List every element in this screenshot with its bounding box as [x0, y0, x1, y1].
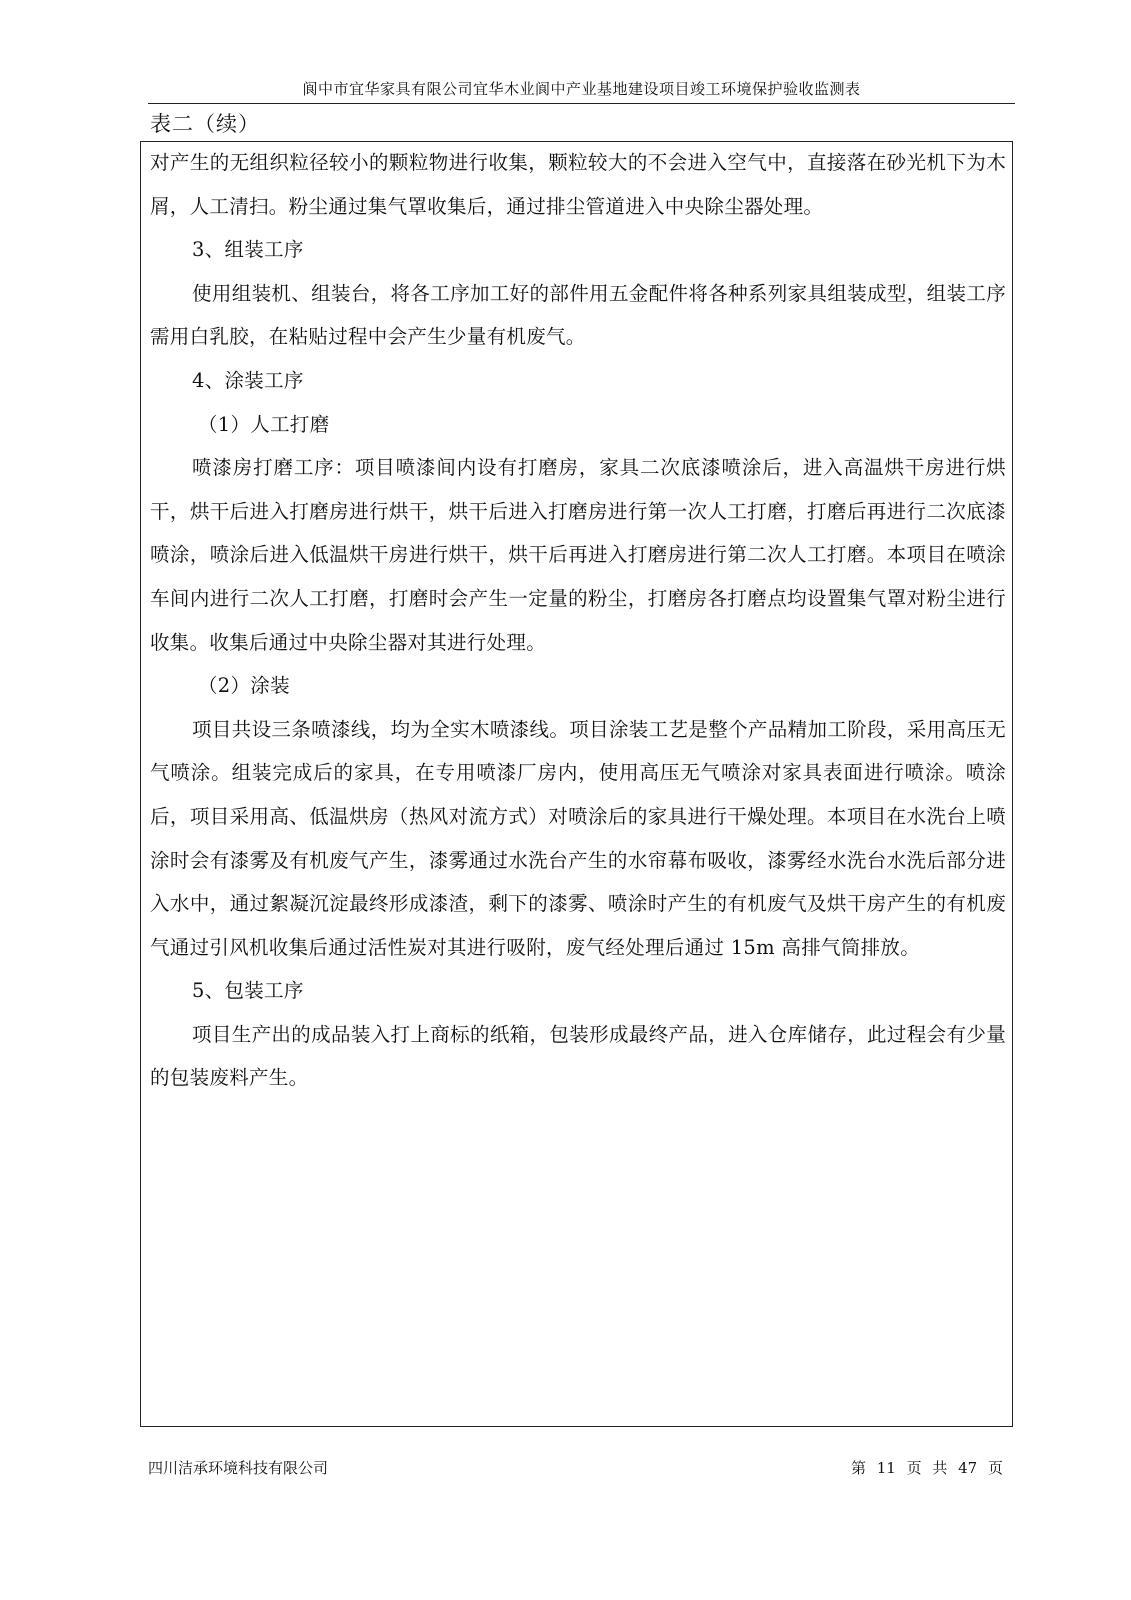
header-rule — [148, 103, 1015, 104]
content-body — [150, 141, 1006, 1100]
paragraph: 项目生产出的成品装入打上商标的纸箱，包装形成最终产品，进入仓库储存，此过程会有少量的包装废料产生。 — [150, 1022, 1006, 1090]
subsection-heading: （1）人工打磨 — [198, 412, 330, 436]
paragraph: 使用组装机、组装台，将各工序加工好的部件用五金配件将各种系列家具组装成型，组装工序需用白乳胶，在粘贴过程中会产生少量有机废气。 — [150, 281, 1006, 349]
footer-page-number: 第 11 页 共 47 页 — [850, 1459, 1003, 1477]
document-header: 阆中市宜华家具有限公司宜华木业阆中产业基地建设项目竣工环境保护验收监测表 — [302, 80, 861, 98]
table-label: 表二（续） — [150, 112, 260, 136]
section-heading: 4、涂装工序 — [192, 368, 304, 392]
section-heading: 3、组装工序 — [192, 238, 304, 262]
paragraph: 喷漆房打磨工序：项目喷漆间内设有打磨房，家具二次底漆喷涂后，进入高温烘干房进行烘干，烘干后进入打磨房进行烘干，烘干后进入打磨房进行第一次人工打磨，打磨后再进行二次底漆喷涂，喷涂后进入低温烘干房进行烘干，烘干后再进入打磨房进行第二次人工打磨。本项目在喷涂车间内进行二次人工打磨，打磨时会产生一定量的粉尘，打磨房各打磨点均设置集气罩对粉尘进行收集。收集后通过中央除尘器对其进行处理。 — [150, 456, 1006, 654]
footer-company: 四川洁承环境科技有限公司 — [148, 1459, 329, 1477]
section-heading: 5、包装工序 — [192, 979, 304, 1003]
paragraph: 对产生的无组织粒径较小的颗粒物进行收集，颗粒较大的不会进入空气中，直接落在砂光机下为木屑，人工清扫。粉尘通过集气罩收集后，通过排尘管道进入中央除尘器处理。 — [150, 151, 1006, 218]
paragraph: 项目共设三条喷漆线，均为全实木喷漆线。项目涂装工艺是整个产品精加工阶段，采用高压无气喷涂。组装完成后的家具，在专用喷漆厂房内，使用高压无气喷涂对家具表面进行喷涂。喷涂后，项目采用高、低温烘房（热风对流方式）对喷涂后的家具进行干燥处理。本项目在水洗台上喷涂时会有漆雾及有机废气产生，漆雾通过水洗台产生的水帘幕布吸收，漆雾经水洗台水洗后部分进入水中，通过絮凝沉淀最终形成漆渣，剩下的漆雾、喷涂时产生的有机废气及烘干房产生的有机废气通过引风机收集后通过活性炭对其进行吸附，废气经处理后通过 15m 高排气筒排放。 — [150, 717, 1006, 959]
subsection-heading: （2）涂装 — [198, 674, 290, 698]
